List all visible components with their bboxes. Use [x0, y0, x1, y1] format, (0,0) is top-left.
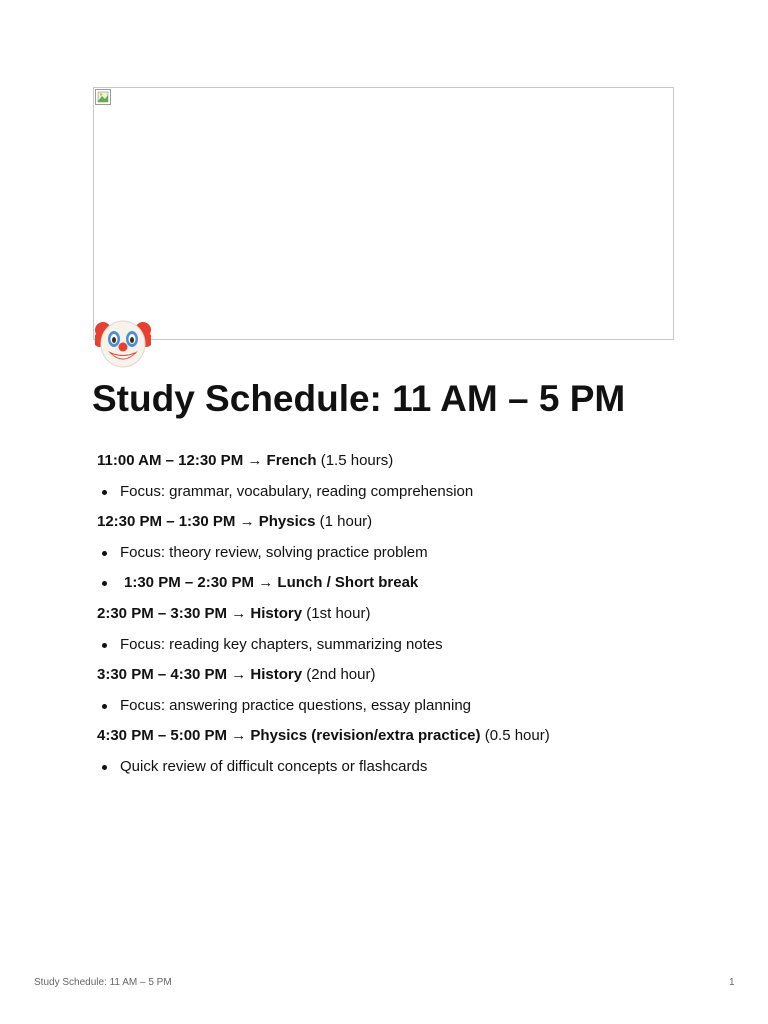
clown-face-icon	[95, 318, 151, 370]
schedule-slot	[97, 507, 697, 538]
footer-doc-title: Study Schedule: 11 AM – 5 PM	[34, 977, 172, 988]
broken-image-icon	[95, 89, 111, 105]
slot-duration: (1.5 hours)	[320, 452, 394, 469]
note-text: Focus: theory review, solving practice problem	[120, 543, 428, 561]
slot-time: 12:30 PM – 1:30 PM	[97, 513, 236, 531]
note-text: Focus: reading key chapters, summarizing notes	[120, 635, 443, 653]
slot-duration: (2nd hour)	[306, 666, 376, 684]
break-item	[97, 568, 697, 599]
schedule-slot	[97, 660, 697, 691]
slot-duration: (1 hour)	[319, 513, 373, 531]
bullet-icon	[102, 704, 107, 709]
schedule-slot	[97, 599, 697, 630]
slot-subject: History	[250, 604, 303, 622]
note-text: Focus: grammar, vocabulary, reading comprehension	[120, 482, 474, 500]
arrow-icon: →	[239, 513, 255, 531]
bullet-icon	[102, 643, 107, 648]
bullet-icon	[102, 581, 107, 586]
slot-subject: History	[250, 666, 303, 684]
slot-subject: Physics	[258, 513, 316, 531]
list-item	[97, 752, 697, 783]
note-text: Quick review of difficult concepts or flashcards	[120, 757, 428, 775]
schedule-slot	[97, 721, 697, 752]
arrow-icon: →	[231, 666, 247, 684]
cover-image	[93, 87, 674, 340]
bullet-icon	[102, 551, 107, 556]
bullet-icon	[102, 765, 107, 770]
slot-subject: Physics (revision/extra practice)	[250, 727, 481, 745]
footer-page-number: 1	[729, 977, 735, 988]
arrow-icon: →	[247, 452, 263, 469]
slot-time: 3:30 PM – 4:30 PM	[97, 666, 228, 684]
slot-time: 11:00 AM – 12:30 PM	[97, 452, 244, 469]
list-item	[97, 538, 697, 569]
arrow-icon: →	[231, 727, 247, 745]
slot-duration: (0.5 hour)	[484, 727, 550, 745]
list-item	[97, 691, 697, 722]
arrow-icon: →	[258, 574, 274, 592]
list-item	[97, 477, 697, 508]
slot-time: 4:30 PM – 5:00 PM	[97, 727, 228, 745]
slot-time: 2:30 PM – 3:30 PM	[97, 604, 228, 622]
slot-subject: French	[266, 452, 317, 469]
list-item	[97, 630, 697, 661]
bullet-icon	[102, 490, 107, 495]
break-time: 1:30 PM – 2:30 PM	[124, 574, 255, 592]
schedule-slot	[97, 446, 697, 477]
note-text: Focus: answering practice questions, essay planning	[120, 696, 472, 714]
arrow-icon: →	[231, 604, 247, 622]
page-title: Study Schedule: 11 AM – 5 PM	[92, 378, 626, 419]
schedule-list	[97, 446, 697, 783]
slot-duration: (1st hour)	[306, 604, 371, 622]
break-label: Lunch / Short break	[277, 574, 419, 592]
